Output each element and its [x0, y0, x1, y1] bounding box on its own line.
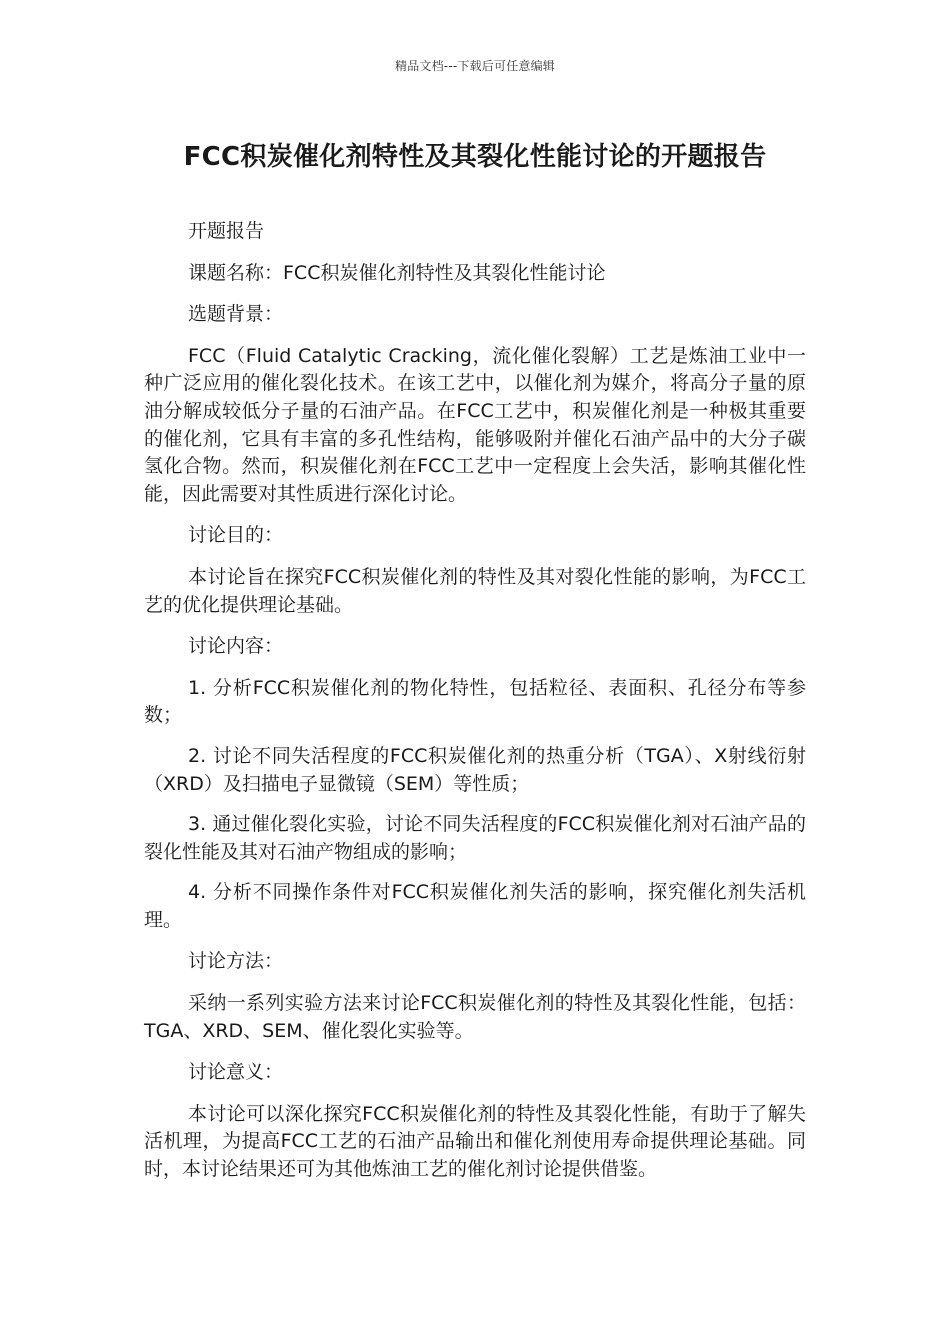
paragraph-report-label: 开题报告 [188, 220, 265, 242]
paragraph-topic-name: 课题名称：FCC积炭催化剂特性及其裂化性能讨论 [188, 261, 606, 284]
paragraph-background: FCC（Fluid Catalytic Cracking，流化催化裂解）工艺是炼油工业中一种广泛应用的催化裂化技术。在该工艺中，以催化剂为媒介，将高分子量的原油分解成较低分子量的石油产品。在FCC工艺中，积炭催化剂是一种极其重要的催化剂，它具有丰富的多孔性结构，能够吸附并催化石油产品中的大分子碳氢化合物。然而，积炭催化剂在FCC工艺中一定程度上会失活，影响其催化性能，因此需要对其性质进行深化讨论。 [144, 344, 806, 505]
heading-method: 讨论方法： [188, 950, 284, 973]
list-item-content-1: 1. 分析FCC积炭催化剂的物化特性，包括粒径、表面积、孔径分布等参数； [144, 676, 806, 727]
list-item-content-4: 4. 分析不同操作条件对FCC积炭催化剂失活的影响，探究催化剂失活机理。 [144, 881, 806, 931]
heading-background: 选题背景： [188, 303, 284, 326]
document-title: FCC积炭催化剂特性及其裂化性能讨论的开题报告 [183, 142, 767, 172]
list-item-content-3: 3. 通过催化裂化实验，讨论不同失活程度的FCC积炭催化剂对石油产品的裂化性能及其对石油产物组成的影响； [144, 813, 806, 863]
document-body [144, 218, 806, 1198]
header-note: 精品文档---下载后可任意编辑 [395, 59, 555, 73]
heading-content: 讨论内容： [188, 635, 284, 658]
heading-significance: 讨论意义： [188, 1061, 284, 1084]
list-item-content-2: 2. 讨论不同失活程度的FCC积炭催化剂的热重分析（TGA）、X射线衍射（XRD）及扫描电子显微镜（SEM）等性质； [144, 744, 806, 795]
paragraph-purpose: 本讨论旨在探究FCC积炭催化剂的特性及其对裂化性能的影响，为FCC工艺的优化提供理论基础。 [144, 565, 806, 616]
heading-purpose: 讨论目的： [188, 524, 284, 547]
paragraph-significance: 本讨论可以深化探究FCC积炭催化剂的特性及其裂化性能，有助于了解失活机理，为提高FCC工艺的石油产品输出和催化剂使用寿命提供理论基础。同时，本讨论结果还可为其他炼油工艺的催化剂讨论提供借鉴。 [144, 1102, 806, 1181]
paragraph-method: 采纳一系列实验方法来讨论FCC积炭催化剂的特性及其裂化性能，包括：TGA、XRD、SEM、催化裂化实验等。 [144, 992, 806, 1042]
